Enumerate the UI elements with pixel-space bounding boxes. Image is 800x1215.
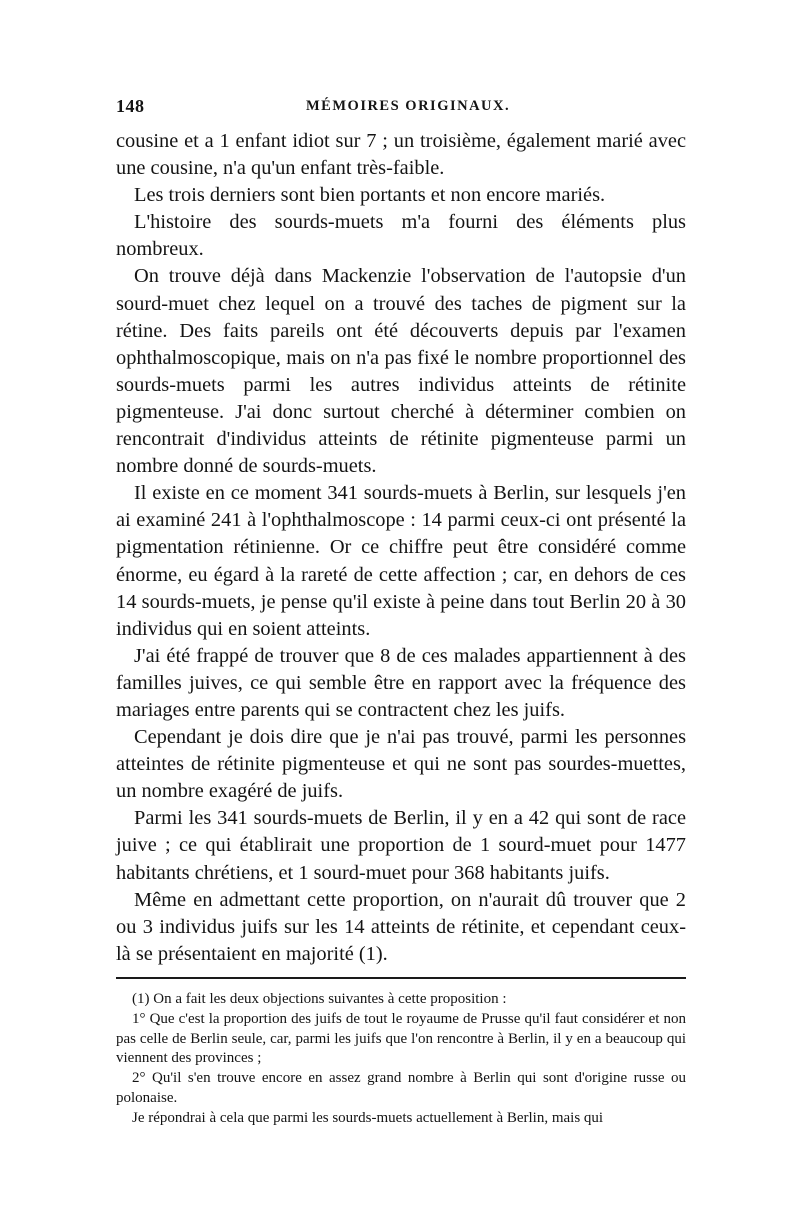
- footnote-line: Je répondrai à cela que parmi les sourds-muets actuellement à Berlin, mais qui: [132, 1109, 604, 1126]
- footnote-line: 1° Que c'est la proportion des juifs de tout le royaume de Prusse qu'il faut considérer et non pas celle de Berlin seule, car, parmi les juifs que l'on rencontre à Berlin, il y en a beaucoup qui viennent des provinces ;: [116, 1010, 686, 1067]
- paragraph: L'histoire des sourds-muets m'a fourni des éléments plus nombreux.: [116, 211, 686, 261]
- paragraph: Cependant je dois dire que je n'ai pas trouvé, parmi les personnes atteintes de rétinite pigmenteuse et qui ne sont pas sourdes-muettes, un nombre exagéré de juifs.: [116, 726, 686, 803]
- paragraph: Les trois derniers sont bien portants et non encore mariés.: [134, 184, 606, 207]
- paragraph: Même en admettant cette proportion, on n'aurait dû trouver que 2 ou 3 individus juifs sur les 14 atteints de rétinite, et cependant ceux-là se présentaient en majorité (1).: [116, 888, 686, 965]
- paragraph: On trouve déjà dans Mackenzie l'observation de l'autopsie d'un sourd-muet chez lequel on a trouvé des taches de pigment sur la rétine. Des faits pareils ont été découverts depuis par l'examen ophthalmoscopique, mais on n'a pas fixé le nombre proportionnel des sourds-muets parmi les autres individus atteints de rétinite pigmenteuse. J'ai donc surtout cherché à déterminer combien on rencontrait d'individus atteints de rétinite pigmenteuse parmi un nombre donné de sourds-muets.: [116, 265, 686, 478]
- footnotes: [116, 990, 686, 1129]
- paragraph: Parmi les 341 sourds-muets de Berlin, il y en a 42 qui sont de race juive ; ce qui établirait une proportion de 1 sourd-muet pour 1477 habitants chrétiens, et 1 sourd-muet pour 368 habitants juifs.: [116, 807, 686, 884]
- paragraph: J'ai été frappé de trouver que 8 de ces malades appartiennent à des familles juives, ce qui semble être en rapport avec la fréquence des mariages entre parents qui se contractent chez les juifs.: [116, 644, 686, 721]
- footnote-line: 2° Qu'il s'en trouve encore en assez grand nombre à Berlin qui sont d'origine russe ou polonaise.: [116, 1070, 686, 1106]
- footnote-divider: [116, 977, 686, 979]
- paragraph-continuation: cousine et a 1 enfant idiot sur 7 ; un troisième, également marié avec une cousine, n'a qu'un enfant très-faible.: [116, 130, 686, 180]
- page-header: [116, 96, 686, 120]
- paragraph: Il existe en ce moment 341 sourds-muets à Berlin, sur lesquels j'en ai examiné 241 à l'ophthalmoscope : 14 parmi ceux-ci ont présenté la pigmentation rétinienne. Or ce chiffre peut être considéré comme énorme, eu égard à la rareté de cette affection ; car, en dehors de ces 14 sourds-muets, je pense qu'il existe à peine dans tout Berlin 20 à 30 individus qui en soient atteints.: [116, 482, 686, 640]
- footnote-line: (1) On a fait les deux objections suivantes à cette proposition :: [132, 991, 507, 1007]
- page-number: 148: [116, 96, 145, 116]
- running-title: MÉMOIRES ORIGINAUX.: [306, 98, 511, 114]
- main-text: [116, 128, 686, 968]
